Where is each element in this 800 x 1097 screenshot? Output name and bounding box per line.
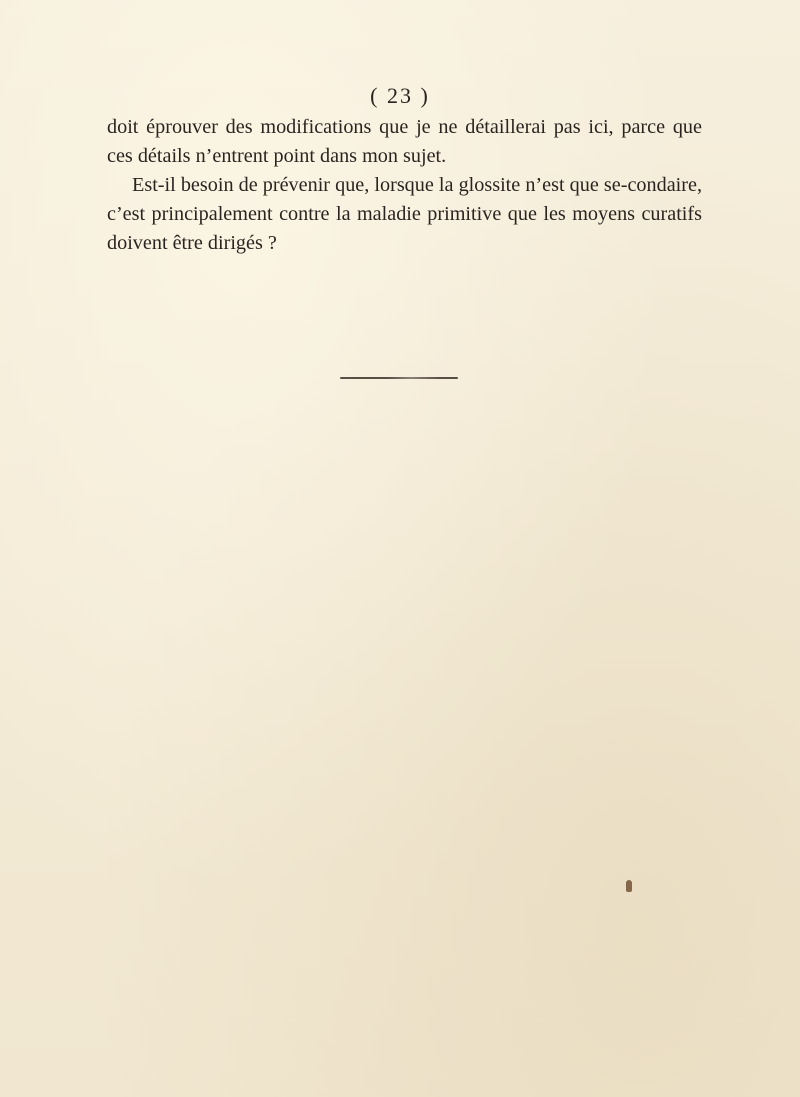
paragraph-treatment: Est-il besoin de prévenir que, lorsque la glossite n’est que se-condaire, c’est principalement contre la maladie primitive que les moyens curatifs doivent être dirigés ? [107,174,702,254]
ink-blot [626,880,632,892]
body-text [107,113,702,258]
section-divider [340,377,458,379]
paragraph-continuation: doit éprouver des modifications que je ne détaillerai pas ici, parce que ces détails n’entrent point dans mon sujet. [107,116,702,167]
page-number: ( 23 ) [370,83,430,108]
